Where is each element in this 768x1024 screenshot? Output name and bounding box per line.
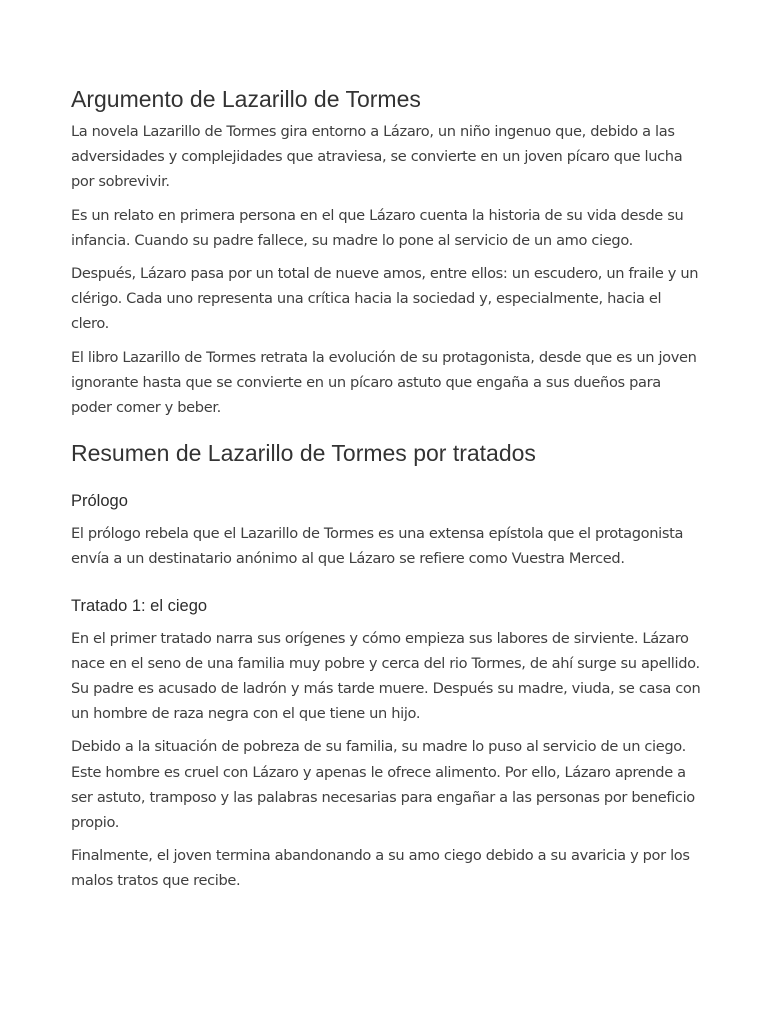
paragraph: Debido a la situación de pobreza de su familia, su madre lo puso al servicio de un ciego. Este hombre es cruel con Lázaro y apenas le ofrece alimento. Por ello, Lázaro aprende a ser astuto, tramposo y las palabras necesarias para engañar a las personas por beneficio propio. [71,738,695,832]
paragraph: Después, Lázaro pasa por un total de nueve amos, entre ellos: un escudero, un fraile y un clérigo. Cada uno representa una crítica hacia la sociedad y, especialmente, hacia el clero. [71,265,699,333]
subsection-title-tratado-1: Tratado 1: el ciego [71,596,208,615]
paragraph: Finalmente, el joven termina abandonando a su amo ciego debido a su avaricia y por los malos tratos que recibe. [71,847,690,890]
paragraph: Es un relato en primera persona en el que Lázaro cuenta la historia de su vida desde su infancia. Cuando su padre fallece, su madre lo pone al servicio de un amo ciego. [71,206,684,249]
paragraph: La novela Lazarillo de Tormes gira entorno a Lázaro, un niño ingenuo que, debido a las adversidades y complejidades que atraviesa, se convierte en un joven pícaro que lucha por sobrevivir. [71,123,683,191]
paragraph: En el primer tratado narra sus orígenes y cómo empieza sus labores de sirviente. Lázaro nace en el seno de una familia muy pobre y cerca del rio Tormes, de ahí surge su apellido. Su padre es acusado de ladrón y más tarde muere. Después su madre, viuda, se casa con un hombre de raza negra con el que tiene un hijo. [71,629,701,723]
document-page [71,84,701,902]
subsection-title-prologo: Prólogo [71,492,128,511]
paragraph: El prólogo rebela que el Lazarillo de Tormes es una extensa epístola que el protagonista envía a un destinatario anónimo al que Lázaro se refiere como Vuestra Merced. [71,525,684,568]
section-title-argumento: Argumento de Lazarillo de Tormes [71,86,421,112]
section-title-resumen: Resumen de Lazarillo de Tormes por tratados [71,440,536,467]
paragraph: El libro Lazarillo de Tormes retrata la evolución de su protagonista, desde que es un joven ignorante hasta que se convierte en un pícaro astuto que engaña a sus dueños para poder comer y beber. [71,348,697,417]
